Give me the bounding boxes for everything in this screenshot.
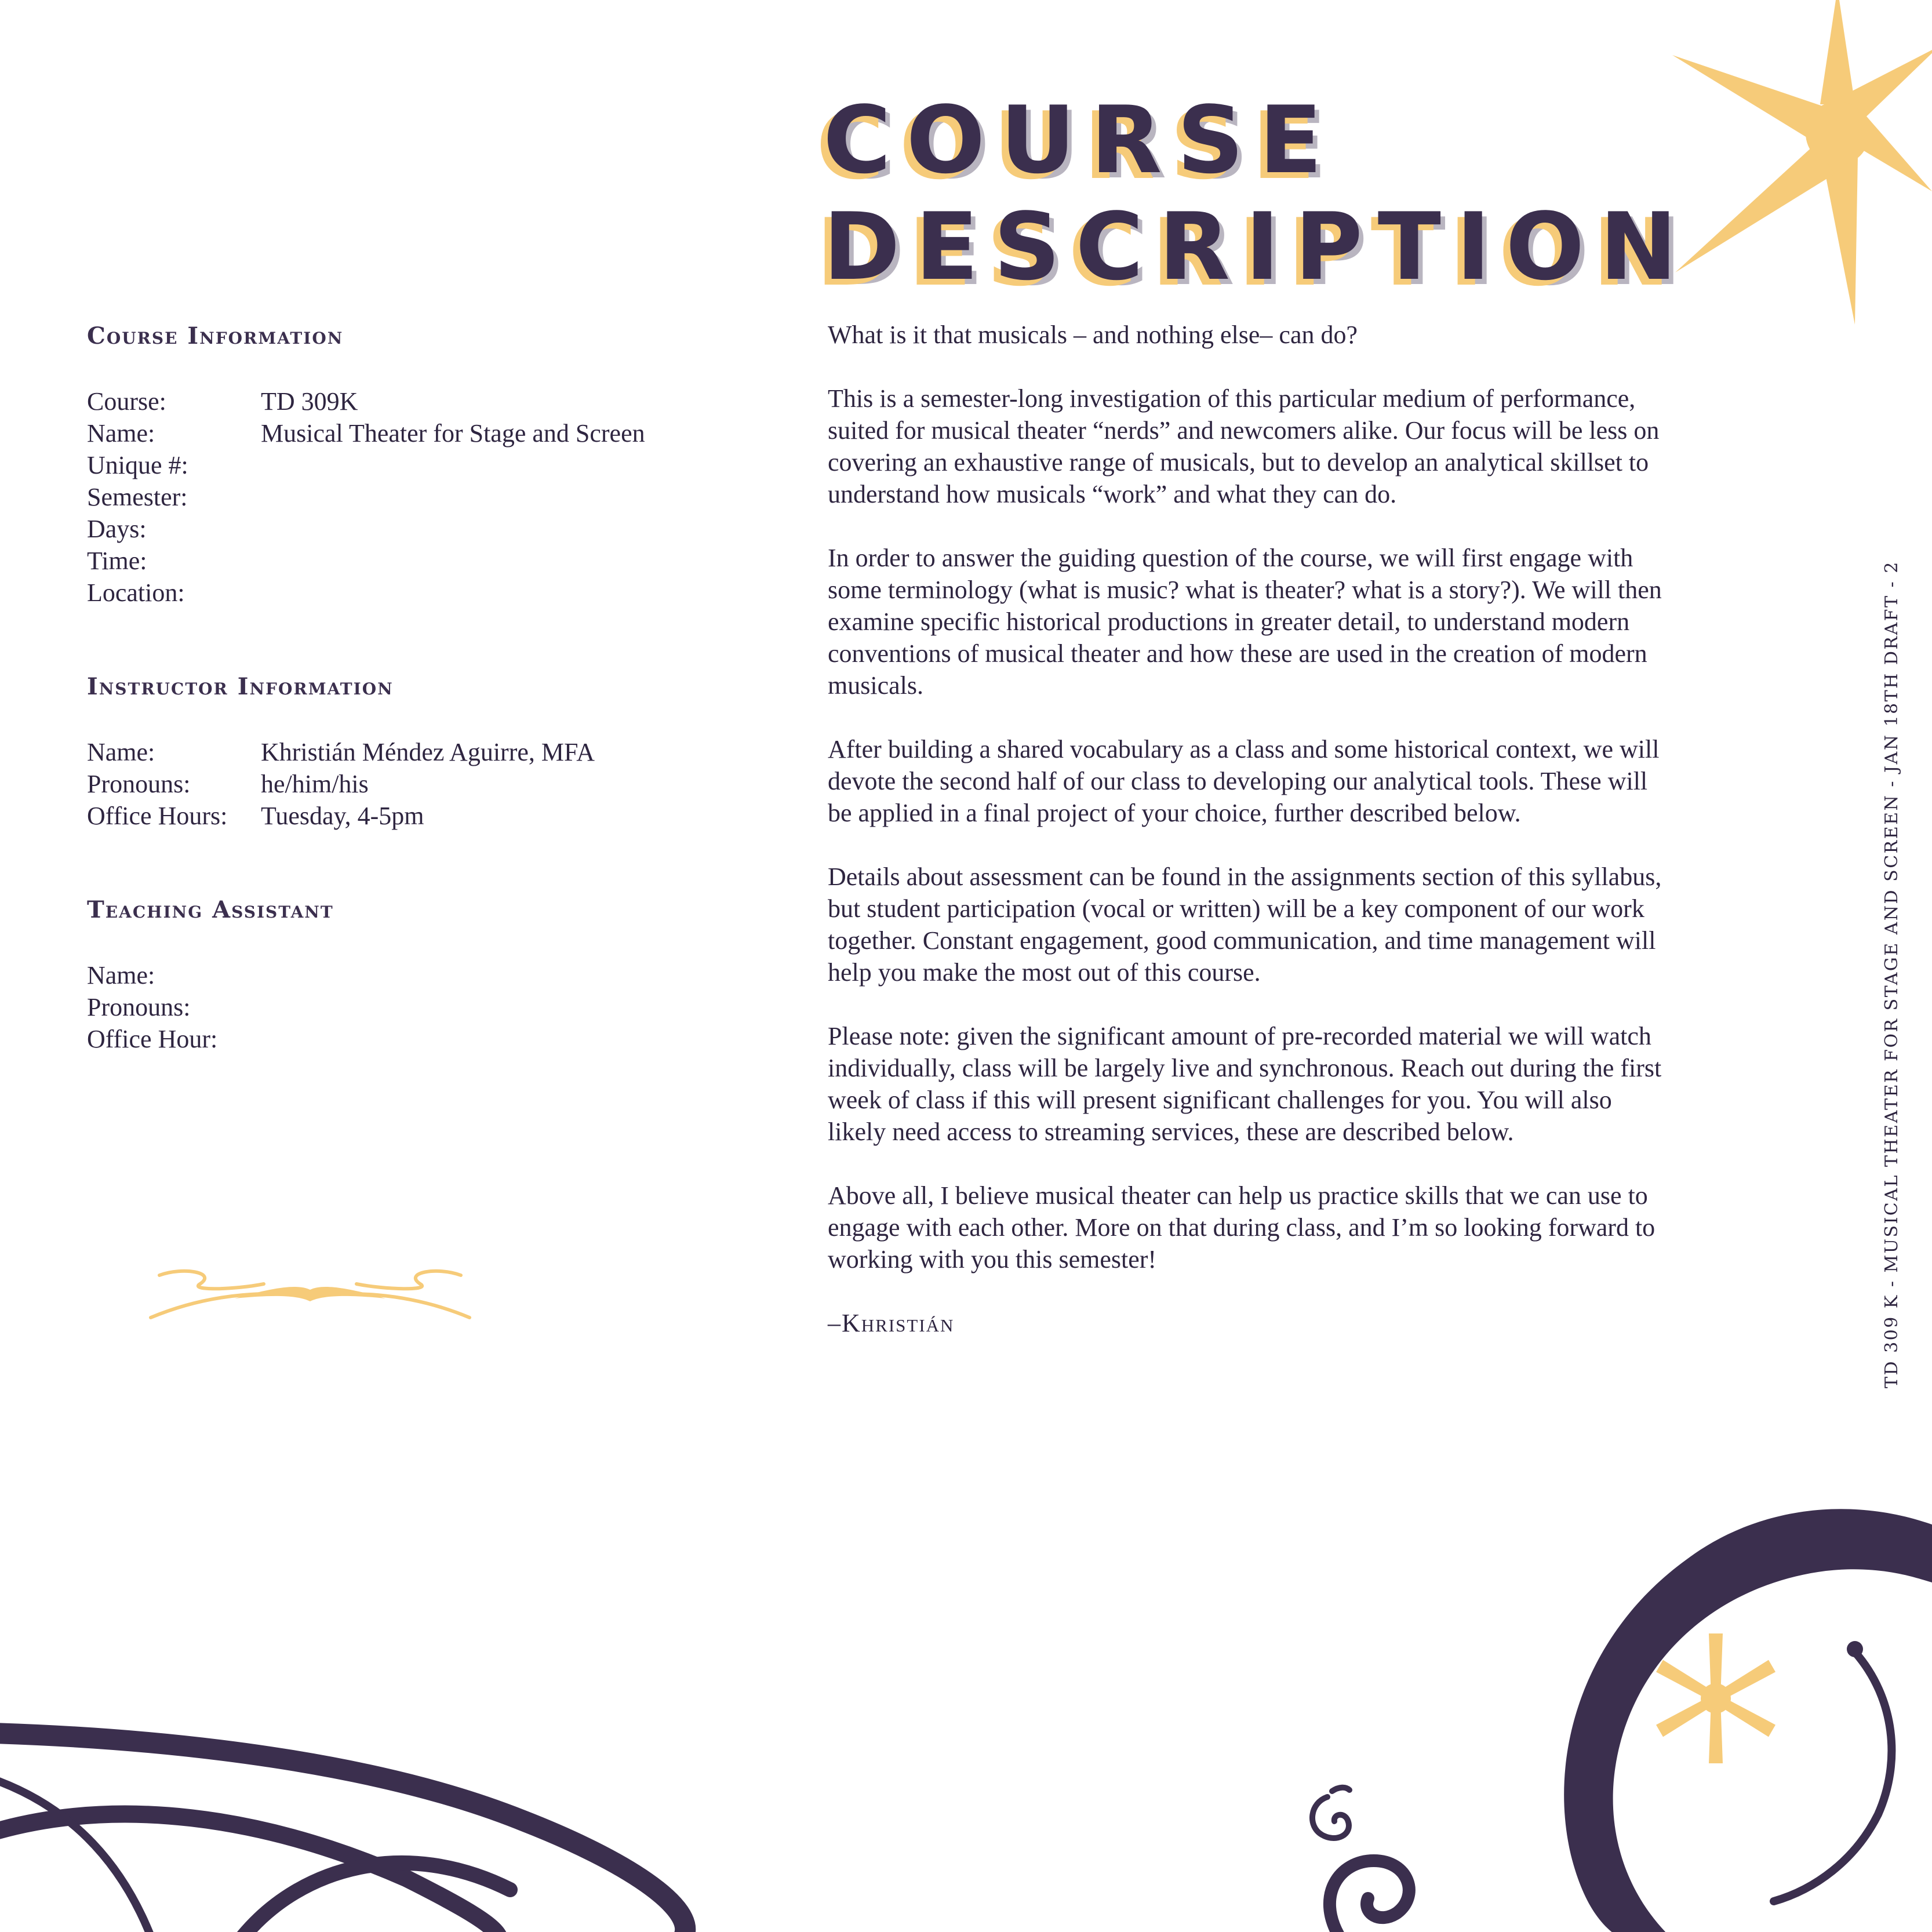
- info-label: Pronouns:: [87, 993, 191, 1021]
- instructor-info-section: [87, 672, 667, 832]
- info-value: Musical Theater for Stage and Screen: [261, 419, 645, 447]
- title-line-1: COURSE: [823, 86, 1338, 194]
- course-info-table: [87, 385, 655, 609]
- info-row: [87, 545, 655, 577]
- info-label: Semester:: [87, 483, 188, 511]
- curl-icon: [1304, 1780, 1438, 1932]
- info-row: [87, 449, 655, 481]
- body-paragraph: Please note: given the significant amount of pre-recorded material we will watch individually, class will be largely live and synchronous. Reach out during the first week of class if this will present significant challenges for you. You will also likely need access to streaming services, these are described below.: [828, 1022, 1662, 1146]
- teaching-assistant-heading: Teaching Assistant: [87, 896, 334, 923]
- title-line-2: DESCRIPTION: [823, 192, 1693, 301]
- info-row: [87, 577, 655, 609]
- teaching-assistant-table: [87, 959, 655, 1055]
- body-paragraph: After building a shared vocabulary as a class and some historical context, we will devote the second half of our class to developing our analytical tools. These will be applied in a final project of your choice, further described below.: [828, 735, 1660, 827]
- teaching-assistant-section: [87, 896, 667, 1055]
- body-paragraph: This is a semester-long investigation of this particular medium of performance, suited for musical theater “nerds” and newcomers alike. Our focus will be less on covering an exhaustive range of musicals, but to develop an analytical skillset to understand how musicals “work” and what they can do.: [828, 384, 1660, 508]
- info-row: [87, 481, 655, 513]
- info-value: he/him/his: [261, 770, 369, 798]
- info-row: [87, 768, 655, 800]
- info-row: [87, 417, 655, 449]
- info-value: [261, 449, 655, 481]
- page-footer: TD 309 K - MUSICAL THEATER FOR STAGE AND SCREEN - JAN 18TH DRAFT - 2: [1882, 561, 1902, 1388]
- info-column: [87, 322, 667, 1055]
- info-label: Location:: [87, 578, 185, 607]
- info-row: [87, 959, 655, 991]
- info-value: [261, 481, 655, 513]
- info-row: [87, 1023, 655, 1055]
- info-row: [87, 385, 655, 417]
- info-row: [87, 736, 655, 768]
- swirl-icon: [0, 1716, 707, 1932]
- info-label: Office Hour:: [87, 1025, 218, 1053]
- info-value: [261, 1023, 655, 1055]
- course-info-heading: Course Information: [87, 322, 344, 350]
- info-label: Course:: [87, 387, 166, 416]
- flourish-icon: [148, 1267, 472, 1319]
- info-label: Name:: [87, 961, 155, 989]
- info-label: Days:: [87, 515, 147, 543]
- instructor-info-table: [87, 736, 655, 832]
- info-value: [261, 545, 655, 577]
- small-star-icon: [1649, 1632, 1782, 1765]
- course-info-section: [87, 322, 667, 609]
- info-value: Khristián Méndez Aguirre, MFA: [261, 738, 595, 766]
- course-description-body: [828, 319, 1668, 1371]
- instructor-info-heading: Instructor Information: [87, 673, 394, 700]
- body-paragraph: What is it that musicals – and nothing else– can do?: [828, 321, 1358, 349]
- info-label: Pronouns:: [87, 770, 191, 798]
- info-value: [261, 991, 655, 1023]
- info-label: Name:: [87, 419, 155, 447]
- page-title: [823, 86, 1693, 301]
- info-row: [87, 800, 655, 832]
- info-label: Office Hours:: [87, 802, 228, 830]
- info-label: Unique #:: [87, 451, 188, 479]
- info-value: [261, 577, 655, 609]
- info-value: Tuesday, 4-5pm: [261, 802, 424, 830]
- signature: –Khristián: [828, 1309, 955, 1337]
- body-paragraph: In order to answer the guiding question of the course, we will first engage with some terminology (what is music? what is theater? what is a story?). We will then examine specific historical productions in greater detail, to understand modern conventions of musical theater and how these are used in the creation of modern musicals.: [828, 544, 1662, 700]
- info-row: [87, 991, 655, 1023]
- starburst-icon: [1664, 0, 1932, 313]
- info-row: [87, 513, 655, 545]
- info-value: [261, 959, 655, 991]
- info-label: Time:: [87, 547, 147, 575]
- body-paragraph: Details about assessment can be found in the assignments section of this syllabus, but student participation (vocal or written) will be a key component of our work together. Constant engagement, good communication, and time management will help you make the most out of this course.: [828, 863, 1662, 987]
- info-value: TD 309K: [261, 387, 358, 416]
- info-label: Name:: [87, 738, 155, 766]
- info-value: [261, 513, 655, 545]
- body-paragraph: Above all, I believe musical theater can help us practice skills that we can use to engage with each other. More on that during class, and I’m so looking forward to working with you this semester!: [828, 1181, 1656, 1274]
